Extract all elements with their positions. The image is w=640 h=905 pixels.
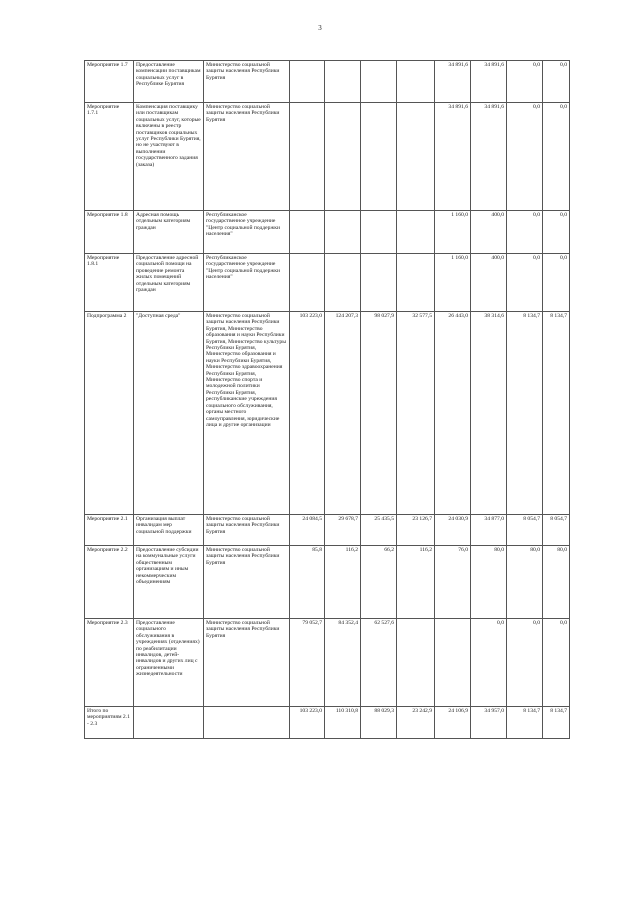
- value-cell: [325, 211, 361, 254]
- value-cell: 1 160,0: [435, 211, 471, 254]
- row-executor: Министерство социальной защиты населения Республики Бурятия: [204, 103, 290, 211]
- value-cell: [397, 254, 435, 312]
- row-code: Мероприятие 1.8: [85, 211, 134, 254]
- value-cell: [325, 103, 361, 211]
- row-name: Предоставление адресной социальной помощи на проведение ремонта жилых помещений отдельным категориям граждан: [134, 254, 204, 312]
- value-cell: 1 160,0: [435, 254, 471, 312]
- value-cell: 8 054,7: [507, 515, 543, 546]
- value-cell: 34 891,6: [471, 61, 507, 103]
- table-row: [85, 546, 570, 619]
- value-cell: 34 957,0: [471, 707, 507, 739]
- value-cell: [397, 619, 435, 707]
- value-cell: 34 891,6: [435, 61, 471, 103]
- value-cell: 124 207,3: [325, 312, 361, 515]
- row-code: Итого по мероприятиям 2.1 - 2.3: [85, 707, 134, 739]
- value-cell: 38 314,6: [471, 312, 507, 515]
- value-cell: [325, 61, 361, 103]
- value-cell: 110 310,8: [325, 707, 361, 739]
- table-row: [85, 211, 570, 254]
- value-cell: 25 435,5: [361, 515, 397, 546]
- row-name: Предоставление социального обслуживания в учреждениях (отделениях) по реабилитации инвалидов, детей-инвалидов и других лиц с ограниченными жизнедеятельности: [134, 619, 204, 707]
- value-cell: 400,0: [471, 254, 507, 312]
- page-number: 3: [318, 24, 322, 32]
- value-cell: 8 134,7: [507, 312, 543, 515]
- value-cell: [290, 103, 325, 211]
- row-code: Мероприятие 2.3: [85, 619, 134, 707]
- table-row: [85, 312, 570, 515]
- row-executor: Министерство социальной защиты населения Республики Бурятия: [204, 515, 290, 546]
- value-cell: 34 891,6: [471, 103, 507, 211]
- value-cell: 0,0: [543, 61, 570, 103]
- value-cell: [361, 61, 397, 103]
- value-cell: 0,0: [543, 254, 570, 312]
- row-name: Предоставление субсидии на коммунальные услуги общественным организациям и иным некоммерческим объединениям: [134, 546, 204, 619]
- value-cell: 79 052,7: [290, 619, 325, 707]
- value-cell: 88 029,3: [361, 707, 397, 739]
- value-cell: [361, 211, 397, 254]
- value-cell: 8 134,7: [543, 312, 570, 515]
- value-cell: 116,2: [325, 546, 361, 619]
- value-cell: 400,0: [471, 211, 507, 254]
- value-cell: 0,0: [507, 103, 543, 211]
- value-cell: 8 054,7: [543, 515, 570, 546]
- value-cell: [290, 254, 325, 312]
- value-cell: 116,2: [397, 546, 435, 619]
- row-name: Адресная помощь отдельным категориям граждан: [134, 211, 204, 254]
- row-code: Мероприятие 1.7: [85, 61, 134, 103]
- value-cell: 0,0: [507, 61, 543, 103]
- value-cell: 24 106,9: [435, 707, 471, 739]
- value-cell: 0,0: [543, 619, 570, 707]
- row-executor: Министерство социальной защиты населения Республики Бурятия, Министерство образования и науки Республики Бурятия, Министерство культуры Республики Бурятия, Министерство образования и науки Республики Бурятия, Министерство здравоохранения Республики Бурятия, Министерство спорта и молодежной политики Республики Бурятия, республиканские учреждения социального обслуживания, органы местного самоуправления, юридические лица и другие организации: [204, 312, 290, 515]
- value-cell: 0,0: [507, 254, 543, 312]
- row-code: Мероприятие 1.8.1: [85, 254, 134, 312]
- table-row: [85, 515, 570, 546]
- row-code: Мероприятие 2.1: [85, 515, 134, 546]
- row-code: Мероприятие 2.2: [85, 546, 134, 619]
- value-cell: 0,0: [543, 211, 570, 254]
- value-cell: 8 134,7: [507, 707, 543, 739]
- table-row: [85, 61, 570, 103]
- value-cell: 0,0: [507, 619, 543, 707]
- row-name: "Доступная среда": [134, 312, 204, 515]
- value-cell: 34 877,0: [471, 515, 507, 546]
- value-cell: 24 030,9: [435, 515, 471, 546]
- value-cell: 85,8: [290, 546, 325, 619]
- value-cell: 23 126,7: [397, 515, 435, 546]
- row-name: Компенсация поставщику или поставщикам социальных услуг, которые включены в реестр поставщиков социальных услуг Республики Бурятия, но не участвуют в выполнении государственного задания (заказа): [134, 103, 204, 211]
- row-executor: Министерство социальной защиты населения Республики Бурятия: [204, 619, 290, 707]
- value-cell: 29 678,7: [325, 515, 361, 546]
- value-cell: [435, 619, 471, 707]
- value-cell: [361, 103, 397, 211]
- row-executor: Министерство социальной защиты населения Республики Бурятия: [204, 546, 290, 619]
- value-cell: [397, 211, 435, 254]
- value-cell: 76,0: [435, 546, 471, 619]
- row-executor: Министерство социальной защиты населения Республики Бурятия: [204, 61, 290, 103]
- value-cell: 0,0: [543, 103, 570, 211]
- table-row: [85, 103, 570, 211]
- value-cell: 32 577,5: [397, 312, 435, 515]
- value-cell: 80,0: [543, 546, 570, 619]
- value-cell: [290, 211, 325, 254]
- row-code: Мероприятие 1.7.1: [85, 103, 134, 211]
- value-cell: 26 443,0: [435, 312, 471, 515]
- row-name: Организация выплат инвалидам мер социальной поддержки: [134, 515, 204, 546]
- row-code: Подпрограмма 2: [85, 312, 134, 515]
- table-row: [85, 707, 570, 739]
- row-executor: Республиканское государственное учреждение "Центр социальной поддержки населения": [204, 211, 290, 254]
- row-name: Предоставление компенсации поставщикам социальных услуг в Республике Бурятия: [134, 61, 204, 103]
- row-executor: Республиканское государственное учреждение "Центр социальной поддержки населения": [204, 254, 290, 312]
- table-row: [85, 254, 570, 312]
- value-cell: [290, 61, 325, 103]
- value-cell: [397, 61, 435, 103]
- value-cell: 62 527,6: [361, 619, 397, 707]
- value-cell: 98 027,9: [361, 312, 397, 515]
- value-cell: 103 223,0: [290, 707, 325, 739]
- value-cell: 0,0: [507, 211, 543, 254]
- value-cell: [325, 254, 361, 312]
- value-cell: 0,0: [471, 619, 507, 707]
- value-cell: 8 134,7: [543, 707, 570, 739]
- value-cell: 84 352,4: [325, 619, 361, 707]
- value-cell: 80,0: [507, 546, 543, 619]
- table-row: [85, 619, 570, 707]
- row-executor: [204, 707, 290, 739]
- value-cell: 34 891,6: [435, 103, 471, 211]
- program-table: [84, 60, 570, 739]
- value-cell: 24 084,5: [290, 515, 325, 546]
- value-cell: 80,0: [471, 546, 507, 619]
- value-cell: [361, 254, 397, 312]
- value-cell: 23 242,9: [397, 707, 435, 739]
- value-cell: 66,2: [361, 546, 397, 619]
- value-cell: [397, 103, 435, 211]
- row-name: [134, 707, 204, 739]
- value-cell: 103 223,0: [290, 312, 325, 515]
